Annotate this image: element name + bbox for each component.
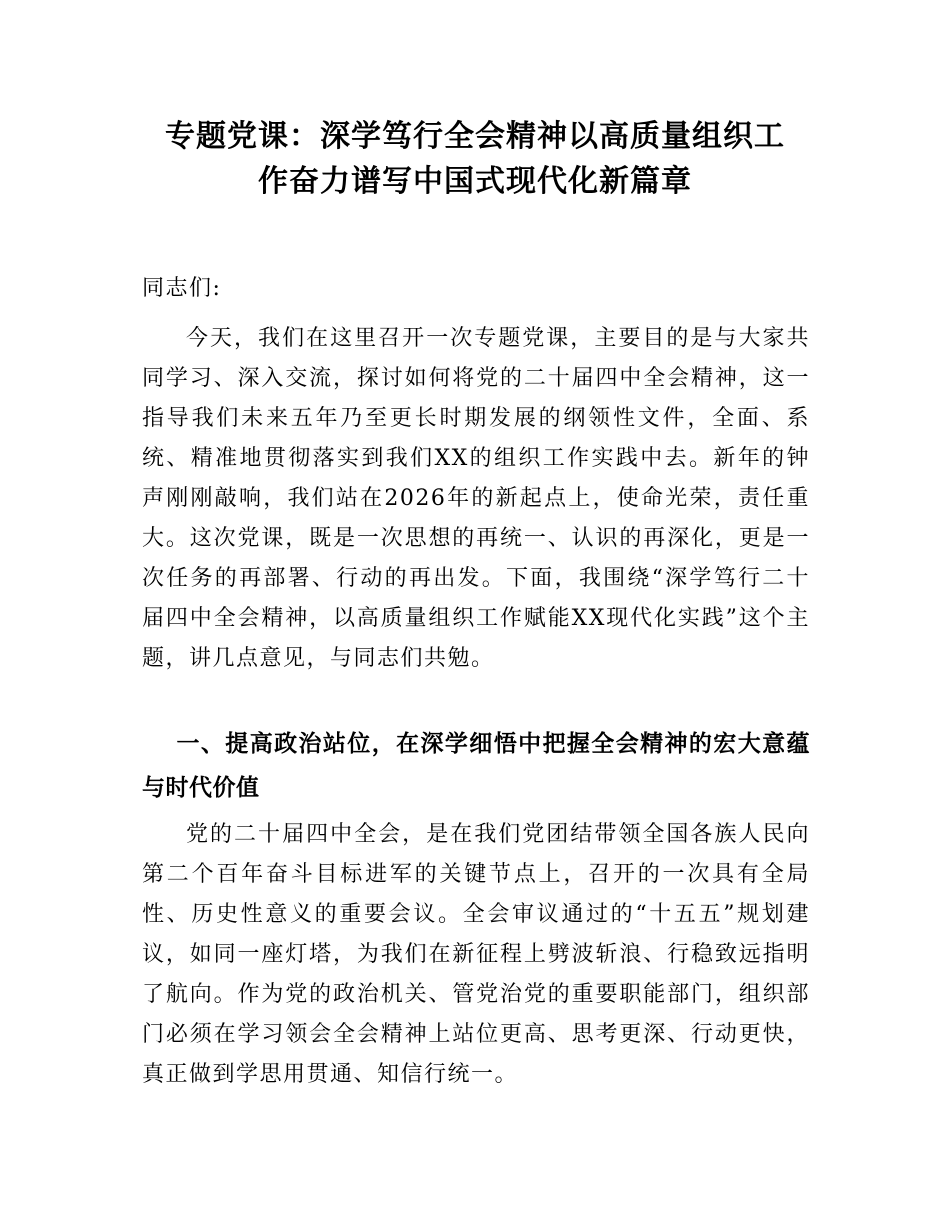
body-paragraph-1: 今天，我们在这里召开一次专题党课，主要目的是与大家共同学习、深入交流，探讨如何将党的二十届四中全会精神，这一指导我们未来五年乃至更长时期发展的纲领性文件，全面、系统、精准地贯彻落实到我们XX的组织工作实践中去。新年的钟声刚刚敲响，我们站在2026年的新起点上，使命光荣，责任重大。这次党课，既是一次思想的再统一、认识的再深化，更是一次任务的再部署、行动的再出发。下面，我围绕“深学笃行二十届四中全会精神，以高质量组织工作赋能XX现代化实践”这个主题，讲几点意见，与同志们共勉。 [142, 326, 810, 671]
document-title-line-2: 作奋力谱写中国式现代化新篇章 [258, 164, 692, 199]
salutation: 同志们: [142, 276, 222, 301]
document-title-line-1: 专题党课：深学笃行全会精神以高质量组织工 [165, 119, 785, 154]
section-heading-1: 一、提高政治站位，在深学细悟中把握全会精神的宏大意蕴与时代价值 [142, 731, 810, 801]
body-paragraph-2: 党的二十届四中全会，是在我们党团结带领全国各族人民向第二个百年奋斗目标进军的关键节点上，召开的一次具有全局性、历史性意义的重要会议。全会审议通过的“十五五”规划建议，如同一座灯塔，为我们在新征程上劈波斩浪、行稳致远指明了航向。作为党的政治机关、管党治党的重要职能部门，组织部门必须在学习领会全会精神上站位更高、思考更深、行动更快，真正做到学思用贯通、知信行统一。 [142, 822, 810, 1087]
